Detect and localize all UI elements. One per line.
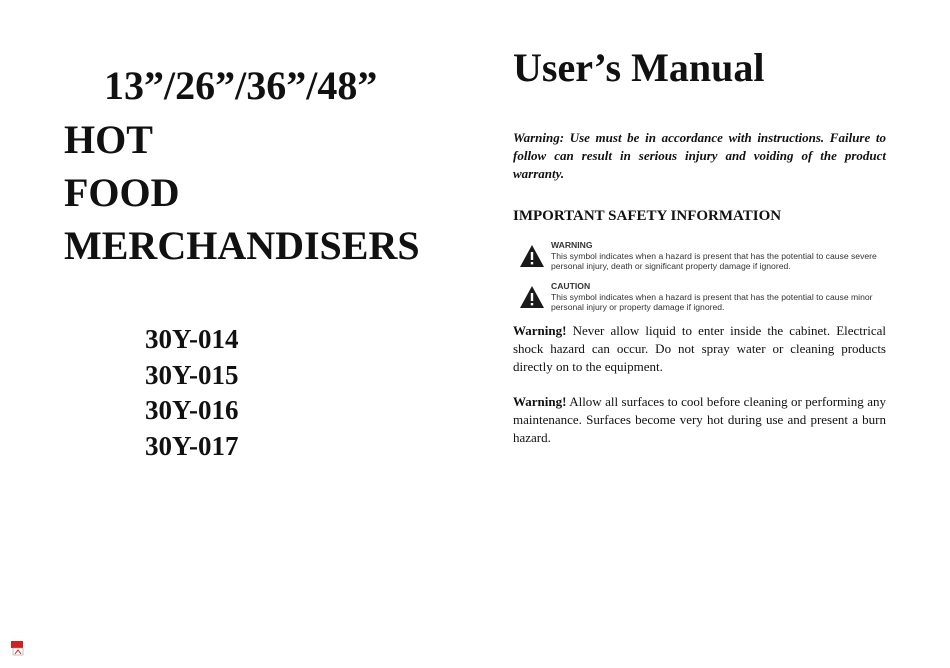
warning-text: Allow all surfaces to cool before cleaning or performing any maintenance. Surfaces become very hot during use and present a burn hazard. bbox=[513, 394, 886, 445]
caution-triangle-icon bbox=[519, 285, 545, 309]
title-line-hot: HOT bbox=[64, 117, 153, 162]
model-number: 30Y-014 bbox=[145, 324, 239, 354]
warning-label: Warning! bbox=[513, 323, 567, 338]
warning-label: Warning! bbox=[513, 394, 567, 409]
caution-description: This symbol indicates when a hazard is present that has the potential to cause minor personal injury or property damage if ignored. bbox=[551, 291, 873, 312]
usage-warning: Warning: Use must be in accordance with instructions. Failure to follow can result in serious injury and voiding of the product warranty. bbox=[513, 130, 886, 181]
warning-triangle-icon bbox=[519, 244, 545, 268]
warning-text: Never allow liquid to enter inside the cabinet. Electrical shock hazard can occur. Do not spray water or cleaning products directly on to the equipment. bbox=[513, 323, 886, 374]
model-number: 30Y-016 bbox=[145, 395, 239, 425]
caution-label: CAUTION bbox=[551, 281, 591, 291]
size-range-heading: 13”/26”/36”/48” bbox=[104, 63, 378, 108]
model-number: 30Y-015 bbox=[145, 359, 239, 390]
warning-description: This symbol indicates when a hazard is present that has the potential to cause severe personal injury, death or significant property damage if ignored. bbox=[551, 250, 877, 271]
model-number: 30Y-017 bbox=[145, 430, 239, 461]
title-line-food: FOOD bbox=[64, 170, 180, 215]
warning-label: WARNING bbox=[551, 240, 593, 250]
manual-title: User’s Manual bbox=[513, 45, 765, 90]
safety-heading: IMPORTANT SAFETY INFORMATION bbox=[513, 208, 782, 224]
model-list bbox=[145, 322, 239, 464]
liquid-warning-paragraph bbox=[513, 322, 886, 376]
manual-page-right bbox=[513, 0, 886, 668]
title-line-merchandisers: MERCHANDISERS bbox=[64, 223, 420, 268]
surface-warning-paragraph bbox=[513, 393, 886, 447]
pdf-icon[interactable] bbox=[10, 640, 26, 656]
